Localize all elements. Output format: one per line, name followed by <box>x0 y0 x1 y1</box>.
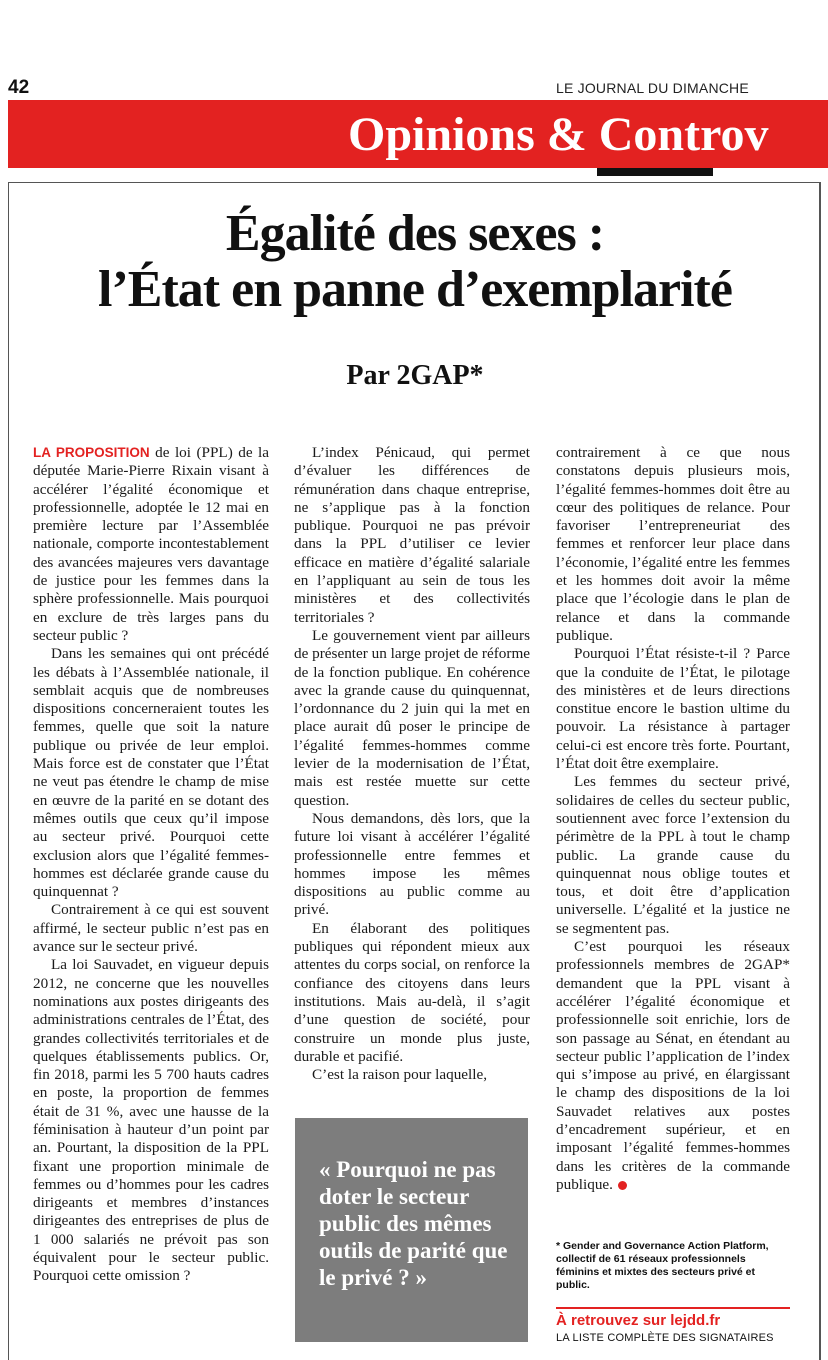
column-2 <box>294 444 530 1084</box>
pull-quote: « Pourquoi ne pas doter le secteur public des mêmes outils de parité que le privé ? » <box>319 1157 508 1290</box>
article-headline <box>20 206 810 318</box>
journal-name: LE JOURNAL DU DIMANCHE <box>556 80 749 96</box>
article-byline: Par 2GAP* <box>346 360 484 391</box>
paragraph <box>556 938 790 1194</box>
paragraph: contrairement à ce que nous constatons depuis plusieurs mois, l’égalité femmes-hommes doit être au cœur des politiques de relance. Pour favoriser l’entrepreneuriat des femmes et renforcer leur place dans l’économie, l’égalité entre les femmes et les hommes doit avoir la même place que l’écologie dans le plan de relance et dans la commande publique. <box>556 444 790 644</box>
paragraph <box>33 444 269 645</box>
page-number: 42 <box>8 77 30 98</box>
paragraph-text: de loi (PPL) de la députée Marie-Pierre Rixain visant à accélérer l’égalité économique et professionnelle, adoptée le 12 mai en première lecture par l’Assemblée nationale, comporte incontestablement des avancées majeures vers davantage de justice pour les femmes dans la sphère professionnelle. Mais pourquoi en exclure de très larges pans du secteur public ? <box>33 444 269 644</box>
paragraph: En élaborant des politiques publiques qui répondent mieux aux attentes du corps social, on renforce la confiance des citoyens dans leurs institutions. Mais au-delà, il s’agit d’une question de société, pour construire un monde plus juste, durable et pacifié. <box>294 919 530 1065</box>
paragraph: Dans les semaines qui ont précédé les débats à l’Assemblée nationale, il semblait acquis que de nombreuses dispositions concerneraient toutes les femmes, quelle que soit la nature publique ou privée de leur emploi. Mais force est de constater que l’État ne veut pas étendre le champ de mise en œuvre de la parité en se dotant des mêmes outils que ceux qu’il impose au secteur privé. Pourquoi cette exclusion alors que l’égalité femmes-hommes est déclarée grande cause du quinquennat ? <box>33 645 269 901</box>
headline-line-2: l’État en panne d’exemplarité <box>98 261 732 318</box>
paragraph: Nous demandons, dès lors, que la future loi visant à accélérer l’égalité professionnelle entre femmes et hommes impose les mêmes dispositions au public comme au privé. <box>294 809 530 919</box>
pull-quote-box <box>295 1118 528 1342</box>
paragraph: L’index Pénicaud, qui permet d’évaluer les différences de rémunération dans chaque entreprise, ne s’applique pas à la fonction publique. Pourquoi ne pas prévoir dans la PPL d’utiliser ce levier efficace en matière d’égalité salariale en l’appliquant au sein de tous les ministères et des collectivités territoriales ? <box>294 444 530 626</box>
paragraph: Les femmes du secteur privé, solidaires de celles du secteur public, soutiennent avec force l’extension du périmètre de la PPL à tout le champ public. La grande cause du quinquennat nous oblige toutes et tous, et doit être d’application universelle. L’égalité et la justice ne se segmentent pas. <box>556 773 790 937</box>
website-link[interactable]: À retrouvez sur lejdd.fr <box>556 1312 721 1329</box>
headline-line-1: Égalité des sexes : <box>225 205 605 262</box>
signatories-label: LA LISTE COMPLÈTE DES SIGNATAIRES <box>556 1332 774 1344</box>
paragraph: Le gouvernement vient par ailleurs de présenter un large projet de réforme de la fonction publique. En cohérence avec la grande cause du quinquennat, l’ordonnance du 2 juin qui la met en place aurait dû poser le principe de l’égalité femmes-hommes comme levier de la modernisation de l’État, mais est restée muette sur cette question. <box>294 626 530 809</box>
section-banner <box>8 100 828 168</box>
column-3 <box>556 444 790 1194</box>
paragraph: C’est la raison pour laquelle, <box>312 1066 488 1084</box>
next-article-edge <box>820 182 828 1360</box>
section-title: Opinions & Controv <box>348 108 769 161</box>
section-accent-bar <box>597 168 713 176</box>
footer-rule <box>556 1307 790 1309</box>
end-mark-icon <box>618 1181 627 1190</box>
footnote: * Gender and Governance Action Platform, collectif de 61 réseaux professionnels féminins et mixtes des secteurs privé et public. <box>556 1240 769 1291</box>
paragraph-text: C’est pourquoi les réseaux professionnels membres de 2GAP* demandent que la PPL visant à accélérer l’égalité économique et professionnelle soit enrichie, lors de son passage au Sénat, en étendant au secteur public l’application de l’index qui s’impose au privé, en élargissant le champ des dispositions de la loi Sauvadet relatives aux postes d’encadrement supérieur, et en imposant l’égalité femmes-hommes dans les critères de la commande publique. <box>556 938 790 1193</box>
paragraph: Pourquoi l’État résiste-t-il ? Parce que la conduite de l’État, le pilotage des ministères et de leurs directions constitue encore le bastion ultime du pouvoir. La résistance à partager celui-ci est encore très forte. Pourtant, l’État doit être exemplaire. <box>556 645 790 773</box>
paragraph: Contrairement à ce qui est souvent affirmé, le secteur public n’est pas en avance sur le secteur privé. <box>33 901 269 956</box>
lead-word: LA PROPOSITION <box>33 445 150 460</box>
top-blank-area <box>0 0 828 72</box>
column-1 <box>33 444 269 1286</box>
paragraph: La loi Sauvadet, en vigueur depuis 2012, ne concerne que les nouvelles nominations aux postes dirigeants des administrations centrales de l’État, des grandes collectivités territoriales et de quelques établissements publics. Or, fin 2018, parmi les 5 700 hauts cadres en poste, la proportion de femmes était de 31 %, avec une hausse de la féminisation à hauteur d’un point par an. Pourtant, la disposition de la PPL fixant une proportion minimale de femmes ou d’hommes pour les cadres dirigeants et membres d’instances dirigeantes des entreprises de plus de 1 000 salariés ne prévoit pas son équivalent pour le secteur public. Pourquoi cette omission ? <box>33 956 269 1285</box>
